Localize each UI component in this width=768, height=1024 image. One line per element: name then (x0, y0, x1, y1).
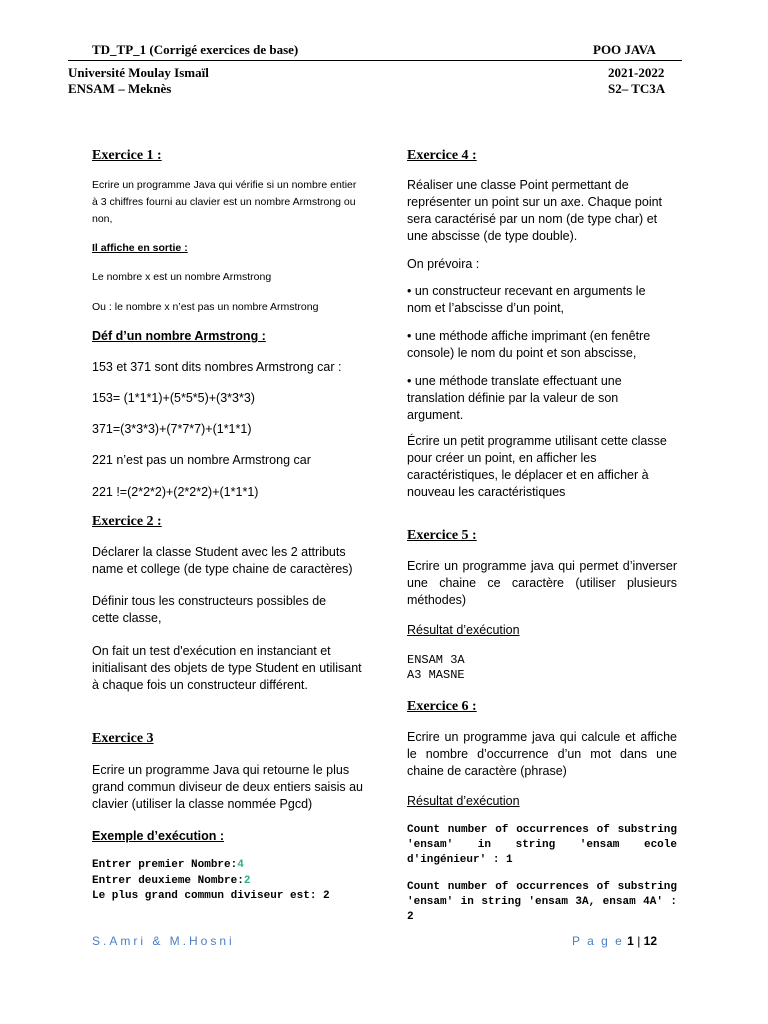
exercise-6-code-block: Count number of occurrences of substring 'ensam' in string 'ensam ecole d'ingénieur' : 1 (407, 824, 677, 866)
exercise-4-paragraph: On prévoira : (407, 257, 480, 271)
exercise-3-title: Exercice 3 (92, 731, 154, 746)
exercise-4-bullet: • une méthode translate effectuant une translation définie par la valeur de son argument. (407, 374, 622, 422)
example-line-2 (92, 874, 250, 889)
exercise-3-example-label: Exemple d’exécution : (92, 829, 224, 843)
page-indicator (572, 934, 657, 948)
example-prompt-2: Entrer deuxieme Nombre: (92, 875, 244, 887)
header-rule (68, 60, 682, 61)
example-input-1: 4 (237, 859, 244, 871)
school-name: ENSAM – Meknès (68, 81, 172, 96)
exercise-2-paragraph: On fait un test d'exécution en instanciant et initialisant des objets de type Student en utilisant à chaque fois un constructeur différent. (92, 644, 362, 692)
exercise-6-title: Exercice 6 : (407, 699, 477, 714)
class-code: S2– TC3A (608, 81, 666, 96)
exercise-6-paragraph: Ecrire un programme java qui calcule et affiche le nombre d’occurrence d’un mot dans une chaine de caractère (phrase) (407, 730, 677, 778)
armstrong-definition-title: Déf d’un nombre Armstrong : (92, 329, 266, 343)
exercise-5-title: Exercice 5 : (407, 528, 477, 543)
exercise-1-title: Exercice 1 : (92, 148, 162, 163)
exercise-5-code-line: A3 MASNE (407, 668, 465, 682)
exercise-4-title: Exercice 4 : (407, 148, 477, 163)
exercise-2-paragraph: Définir tous les constructeurs possibles de cette classe, (92, 594, 327, 625)
page-number: 1 (627, 934, 634, 948)
doc-title: TD_TP_1 (Corrigé exercices de base) (92, 42, 299, 57)
exercise-4-paragraph: Réaliser une classe Point permettant de représenter un point sur un axe. Chaque point sera caractérisé par un nom (de type char) et une abscisse (de type double). (407, 178, 663, 243)
page-separator: | (637, 934, 641, 948)
example-prompt-1: Entrer premier Nombre: (92, 859, 238, 871)
exercise-4-bullet: • un constructeur recevant en arguments le nom et l’abscisse d’un point, (407, 284, 646, 315)
university-name: Université Moulay Ismaïl (68, 65, 209, 80)
exercise-6-result-label: Résultat d’exécution (407, 794, 520, 808)
page-total: 12 (643, 934, 658, 948)
armstrong-definition-line: 153 et 371 sont dits nombres Armstrong car : (92, 360, 342, 374)
armstrong-definition-line: 371=(3*3*3)+(7*7*7)+(1*1*1) (92, 422, 252, 436)
course-name: POO JAVA (593, 42, 656, 57)
academic-year: 2021-2022 (608, 65, 665, 80)
exercise-3-paragraph: Ecrire un programme Java qui retourne le plus grand commun diviseur de deux entiers saisis au clavier (utiliser la classe nommée Pgcd) (92, 763, 363, 811)
armstrong-definition-line: 221 n’est pas un nombre Armstrong car (92, 453, 311, 467)
exercise-6-code-block: Count number of occurrences of substring 'ensam' in string 'ensam 3A, ensam 4A' : 2 (407, 881, 677, 923)
armstrong-definition-line: 153= (1*1*1)+(5*5*5)+(3*3*3) (92, 391, 255, 405)
footer-authors: S.Amri & M.Hosni (92, 934, 235, 948)
exercise-1-output-2: Ou : le nombre x n’est pas un nombre Armstrong (92, 301, 319, 313)
exercise-2-paragraph: Déclarer la classe Student avec les 2 attributs name et college (de type chaine de caractères) (92, 545, 353, 576)
armstrong-definition-line: 221 !=(2*2*2)+(2*2*2)+(1*1*1) (92, 485, 259, 499)
example-line-3: Le plus grand commun diviseur est: 2 (92, 890, 330, 902)
example-line-1 (92, 858, 244, 873)
exercise-5-code-line: ENSAM 3A (407, 653, 465, 667)
example-input-2: 2 (243, 875, 251, 887)
exercise-5-paragraph: Ecrire un programme java qui permet d’inverser une chaine ce caractère (utiliser plusieurs méthodes) (407, 559, 677, 607)
exercise-1-output-1: Le nombre x est un nombre Armstrong (92, 271, 272, 283)
exercise-5-result-label: Résultat d’exécution (407, 623, 520, 637)
exercise-2-title: Exercice 2 : (92, 514, 162, 529)
exercise-4-paragraph: Écrire un petit programme utilisant cette classe pour créer un point, en afficher les caractéristiques, le déplacer et en afficher à nouveau les caractéristiques (407, 434, 667, 499)
exercise-1-output-label: Il affiche en sortie : (92, 242, 188, 254)
exercise-1-statement: Ecrire un programme Java qui vérifie si un nombre entier à 3 chiffres fourni au clavier est un nombre Armstrong ou non, (92, 179, 357, 225)
page-label: P a g e (572, 934, 624, 948)
exercise-4-bullet: • une méthode affiche imprimant (en fenêtre console) le nom du point et son abscisse, (407, 329, 651, 360)
